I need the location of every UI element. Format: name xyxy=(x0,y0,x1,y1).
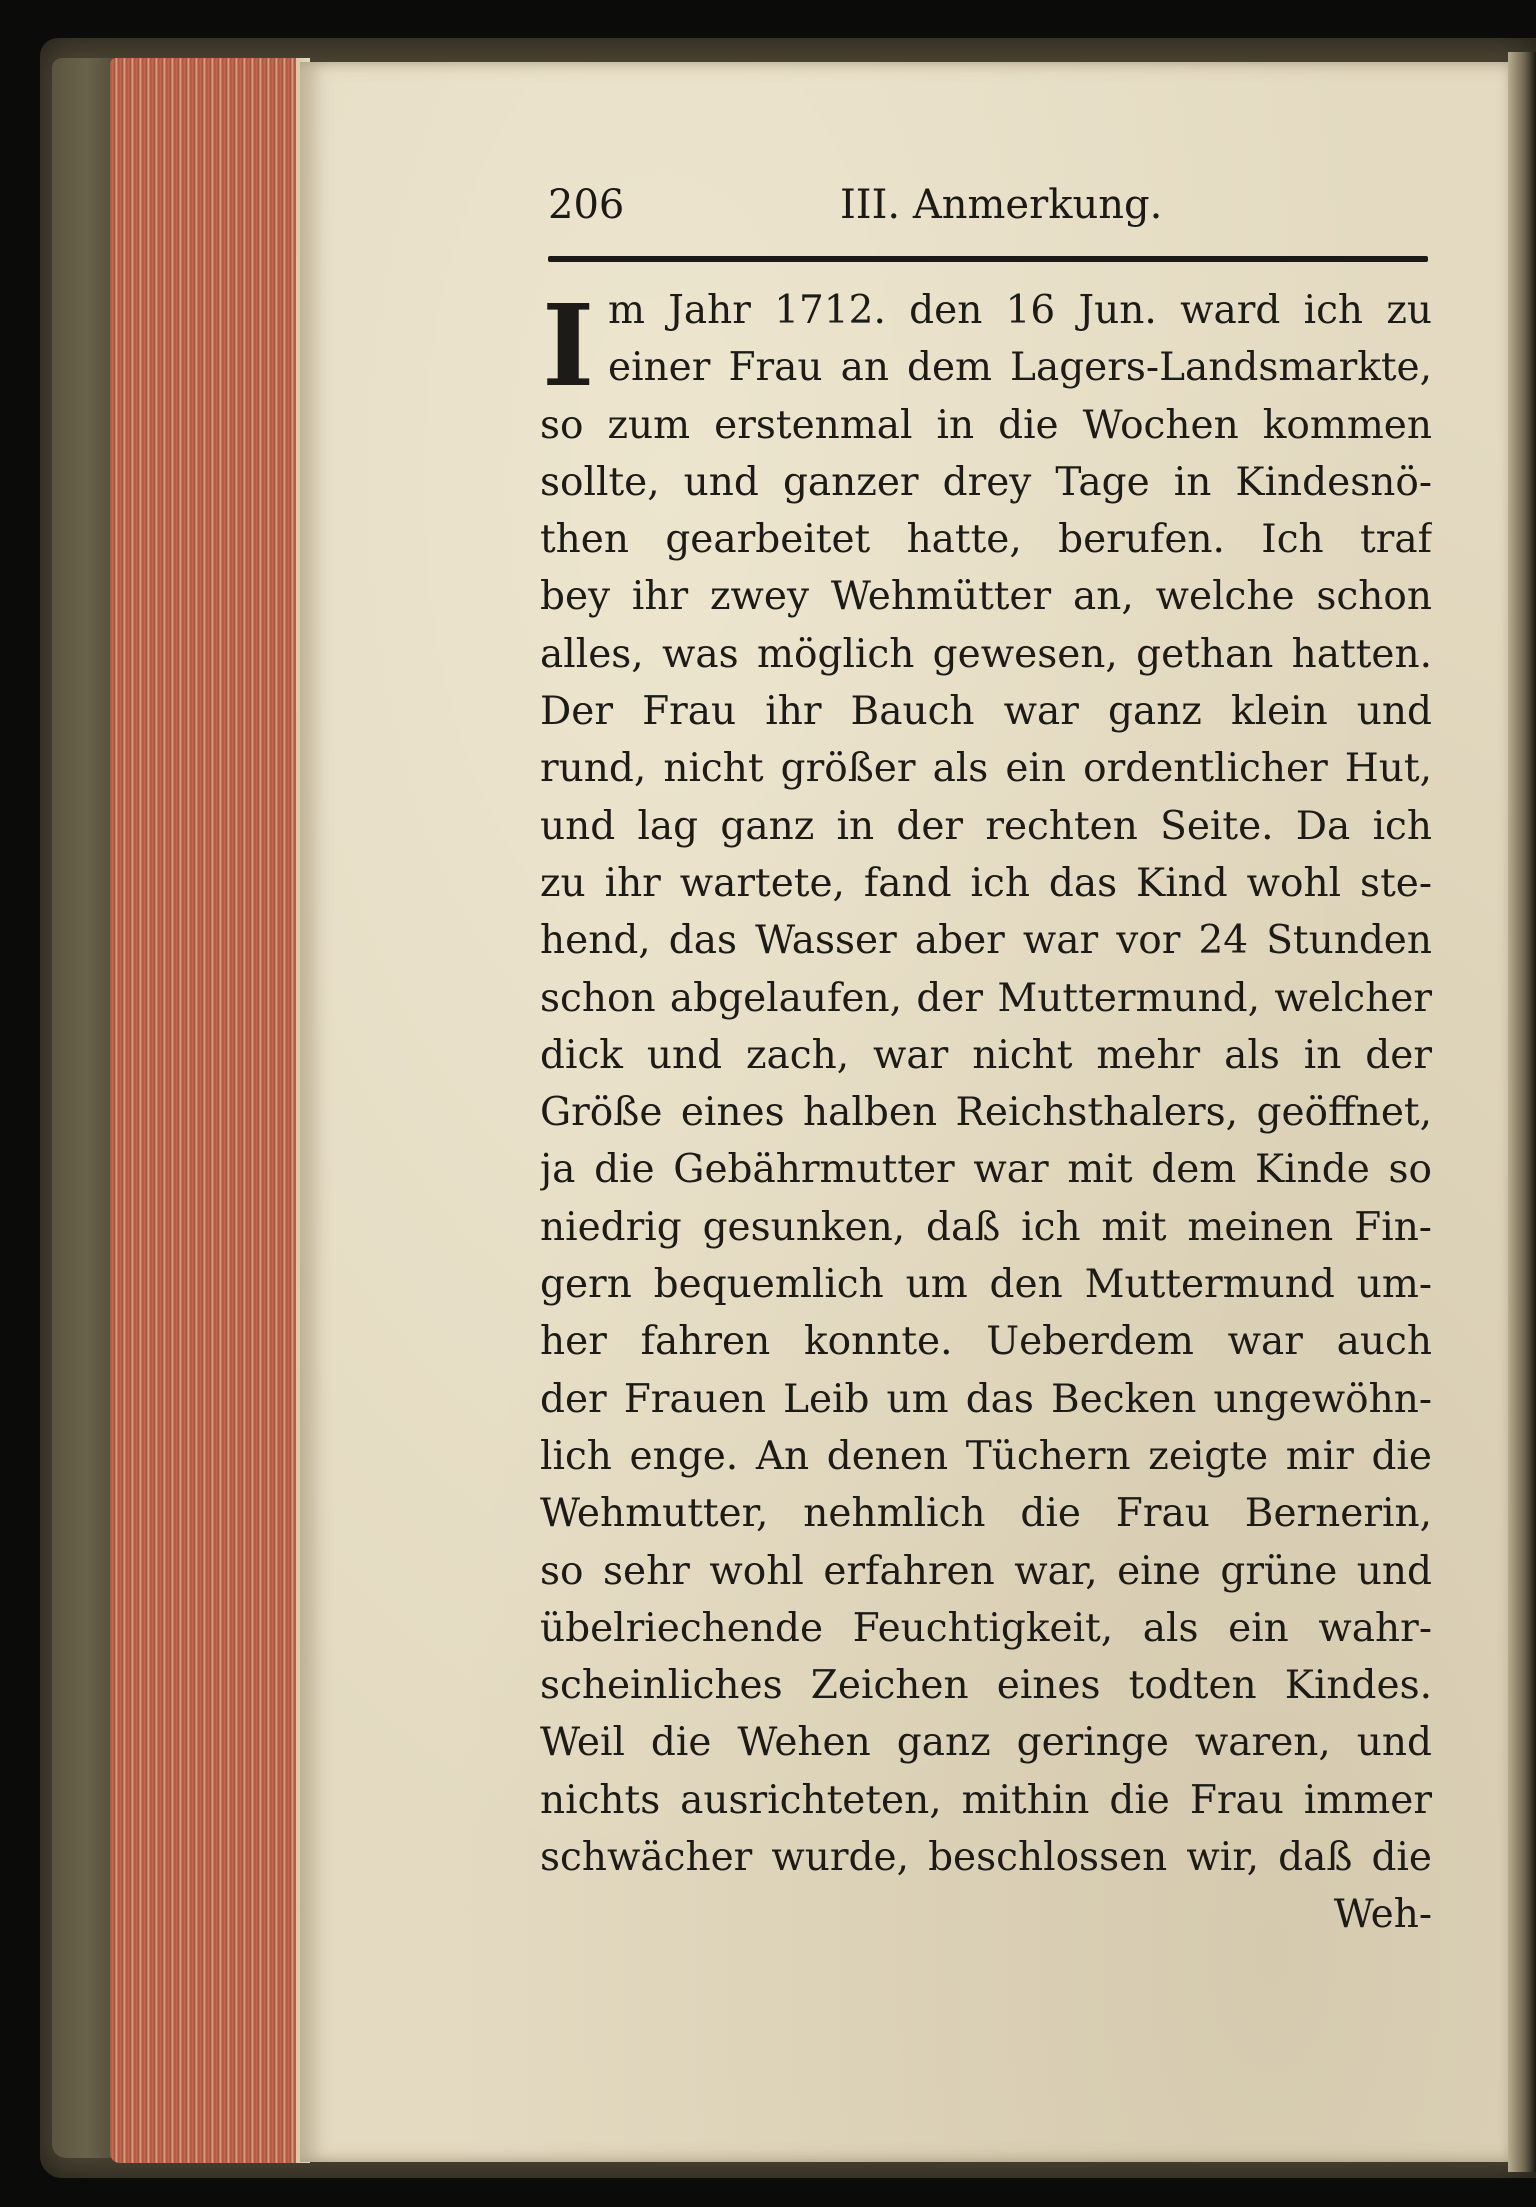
text-line: niedrig gesunken, daß ich mit meinen Fin- xyxy=(540,1204,1432,1250)
text-line: m Jahr 1712. den 16 Jun. ward ich zu xyxy=(608,288,1432,333)
text-line: sollte, und ganzer drey Tage in Kindesnö- xyxy=(540,459,1432,505)
text-line: dick und zach, war nicht mehr als in der xyxy=(540,1032,1432,1078)
text-line: scheinliches Zeichen eines todten Kindes. xyxy=(540,1663,1432,1709)
text-line: nichts ausrichteten, mithin die Frau immer xyxy=(540,1777,1432,1823)
text-line: rund, nicht größer als ein ordentlicher Hut, xyxy=(540,746,1432,792)
drop-cap: I xyxy=(542,281,595,412)
text-line: then gearbeitet hatte, berufen. Ich traf xyxy=(540,517,1432,563)
text-line: schon abgelaufen, der Muttermund, welcher xyxy=(540,975,1432,1021)
text-line: so zum erstenmal in die Wochen kommen xyxy=(540,402,1432,448)
page-gutter xyxy=(1508,52,1536,2172)
text-line: zu ihr wartete, fand ich das Kind wohl ste- xyxy=(540,860,1432,906)
text-line: ja die Gebährmutter war mit dem Kinde so xyxy=(540,1147,1432,1193)
running-head: III. Anmerkung. xyxy=(840,182,1163,228)
text-line: schwächer wurde, beschlossen wir, daß die xyxy=(540,1835,1432,1881)
text-line: Der Frau ihr Bauch war ganz klein und xyxy=(540,689,1432,735)
header-rule xyxy=(548,256,1428,262)
page-edges xyxy=(110,58,310,2163)
text-line: alles, was möglich gewesen, gethan hatten. xyxy=(540,631,1432,677)
text-line: Größe eines halben Reichsthalers, geöffnet, xyxy=(540,1090,1432,1136)
text-line: gern bequemlich um den Muttermund um- xyxy=(540,1262,1432,1308)
text-line: Weh- xyxy=(1333,1892,1432,1938)
text-line: und lag ganz in der rechten Seite. Da ich xyxy=(540,803,1432,849)
text-line: Weil die Wehen ganz geringe waren, und xyxy=(540,1720,1432,1766)
text-line: lich enge. An denen Tüchern zeigte mir die xyxy=(540,1433,1432,1479)
text-line: so sehr wohl erfahren war, eine grüne und xyxy=(540,1548,1432,1594)
text-line: her fahren konnte. Ueberdem war auch xyxy=(540,1319,1432,1365)
page-number: 206 xyxy=(548,182,625,228)
text-line: der Frauen Leib um das Becken ungewöhn- xyxy=(540,1376,1432,1422)
text-line: Wehmutter, nehmlich die Frau Bernerin, xyxy=(540,1491,1432,1537)
body-text xyxy=(540,282,1432,1944)
text-line: hend, das Wasser aber war vor 24 Stunden xyxy=(540,918,1432,964)
page-header xyxy=(548,182,1428,242)
text-line: übelriechende Feuchtigkeit, als ein wahr- xyxy=(540,1605,1432,1651)
text-line: einer Frau an dem Lagers-Landsmarkte, xyxy=(608,345,1432,391)
text-line: bey ihr zwey Wehmütter an, welche schon xyxy=(540,574,1432,620)
